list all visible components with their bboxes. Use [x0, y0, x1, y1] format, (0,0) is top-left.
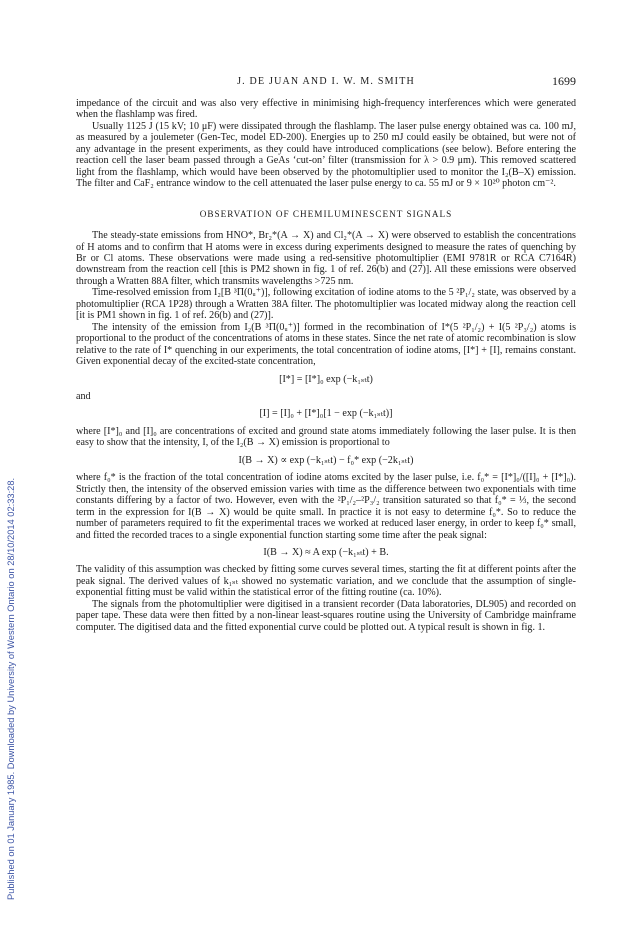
download-watermark: Published on 01 January 1985. Downloaded by University of Western Ontario on 28/10/2014 02:33:28.	[6, 477, 16, 900]
paragraph-7: where f₀* is the fraction of the total concentration of iodine atoms excited by the laser pulse, i.e. f₀* = [I*]₀/([I]₀ + [I*]₀). Strictly then, the intensity of the observed emission varies with time as the difference between two exponentials with time constants differing by a factor of two. However, even with the ²P₁/₂–²P₃/₂ transition saturated so that f₀* = ⅓, the second term in the expression for I(B → X) would be quite small. In practice it is not easy to determine f₀*. So to reduce the number of parameters required to fit the experimental traces we worked at reduced laser energy, in order to keep f₀* small, and fitted the recorded traces to a single exponential function starting some time after the peak signal:	[76, 472, 576, 541]
running-header	[76, 76, 576, 90]
page-number: 1699	[552, 74, 576, 88]
and-text: and	[76, 390, 91, 402]
equation-4: I(B → X) ≈ A exp (−k₁ₛₜt) + B.	[263, 546, 389, 558]
paragraph-4: Time-resolved emission from I₂[B ³Π(0ᵤ⁺)], following excitation of iodine atoms to the 5 ²P₁/₂ state, was observed by a photomultiplier (RCA 1P28) through a Wratten 38A filter. The photomultiplier was located midway along the reaction cell [it is PM1 shown in fig. 1 of ref. 26(b) and (27)].	[76, 287, 576, 322]
running-head: J. DE JUAN AND I. W. M. SMITH	[237, 76, 415, 87]
paragraph-9: The signals from the photomultiplier were digitised in a transient recorder (Data laboratories, DL905) and recorded on paper tape. These data were then fitted by a non-linear least-squares routine using the University of Cambridge mainframe computer. The digitised data and the fitted exponential curve could be plotted out. A typical result is shown in fig. 1.	[76, 598, 576, 633]
paragraph-6: where [I*]₀ and [I]₀ are concentrations of excited and ground state atoms immediately following the laser pulse. It is then easy to show that the intensity, I, of the I₂(B → X) emission is proportional to	[76, 425, 576, 449]
paragraph-1: impedance of the circuit and was also very effective in minimising high-frequency interferences which were generated when the flashlamp was fired.	[76, 98, 576, 121]
equation-3: I(B → X) ∝ exp (−k₁ₛₜt) − f₀* exp (−2k₁ₛₜt)	[238, 454, 414, 466]
section-heading: OBSERVATION OF CHEMILUMINESCENT SIGNALS	[199, 208, 453, 219]
paragraph-8: The validity of this assumption was checked by fitting some curves several times, starting the fit at different points after the peak signal. The derived values of k₁ₛₜ showed no systematic variation, and we conclude that the assumption of single-exponential fitting must be valid within the statistical error of the fitting routine (ca. 10%).	[76, 564, 576, 599]
equation-2: [I] = [I]₀ + [I*]₀[1 − exp (−k₁ₛₜt)]	[259, 408, 393, 420]
equation-1: [I*] = [I*]₀ exp (−k₁ₛₜt)	[279, 373, 373, 385]
paragraph-3: The steady-state emissions from HNO*, Br₂*(A → X) and Cl₂*(A → X) were observed to establish the concentrations of H atoms and to confirm that H atoms were in excess during experiments designed to measure the rates of quenching by Br or Cl atoms. These observations were made using a red-sensitive photomultiplier (EMI 9781R or RCA C7164R) downstream from the reaction cell [this is PM2 shown in fig. 1 of ref. 26(b) and (27)]. All these emissions were observed through a Wratten 88A filter, which transmits wavelengths >725 nm.	[76, 230, 576, 287]
paragraph-2: Usually 1125 J (15 kV; 10 μF) were dissipated through the flashlamp. The laser pulse energy obtained was ca. 100 mJ, as measured by a joulemeter (Gen-Tec, model ED-200). Energies up to 250 mJ could easily be obtained, but were not of any advantage in the present experiments, as they could have introduced complications (see below). Before entering the reaction cell the laser beam passed through a GeAs ‘cut-on’ filter (transmission for λ > 0.9 μm). This removed scattered light from the flashlamp, which would have been observed by the photomultiplier used to monitor the I₂(B–X) emission. The filter and CaF₂ entrance window to the cell attenuated the laser pulse energy to ca. 55 mJ or 9 × 10²⁰ photon cm⁻².	[76, 120, 576, 190]
article-body	[76, 98, 576, 633]
paragraph-5: The intensity of the emission from I₂(B ³Π(0ᵤ⁺)] formed in the recombination of I*(5 ²P₁/₂) + I(5 ²P₃/₂) atoms is proportional to the product of the concentrations of atoms in these states. Since the net rate of atomic recombination is slow relative to the rate of I* quenching in our experiments, the total concentration of iodine atoms, [I*] + [I], remains constant. Given exponential decay of the excited-state concentration,	[76, 321, 576, 368]
